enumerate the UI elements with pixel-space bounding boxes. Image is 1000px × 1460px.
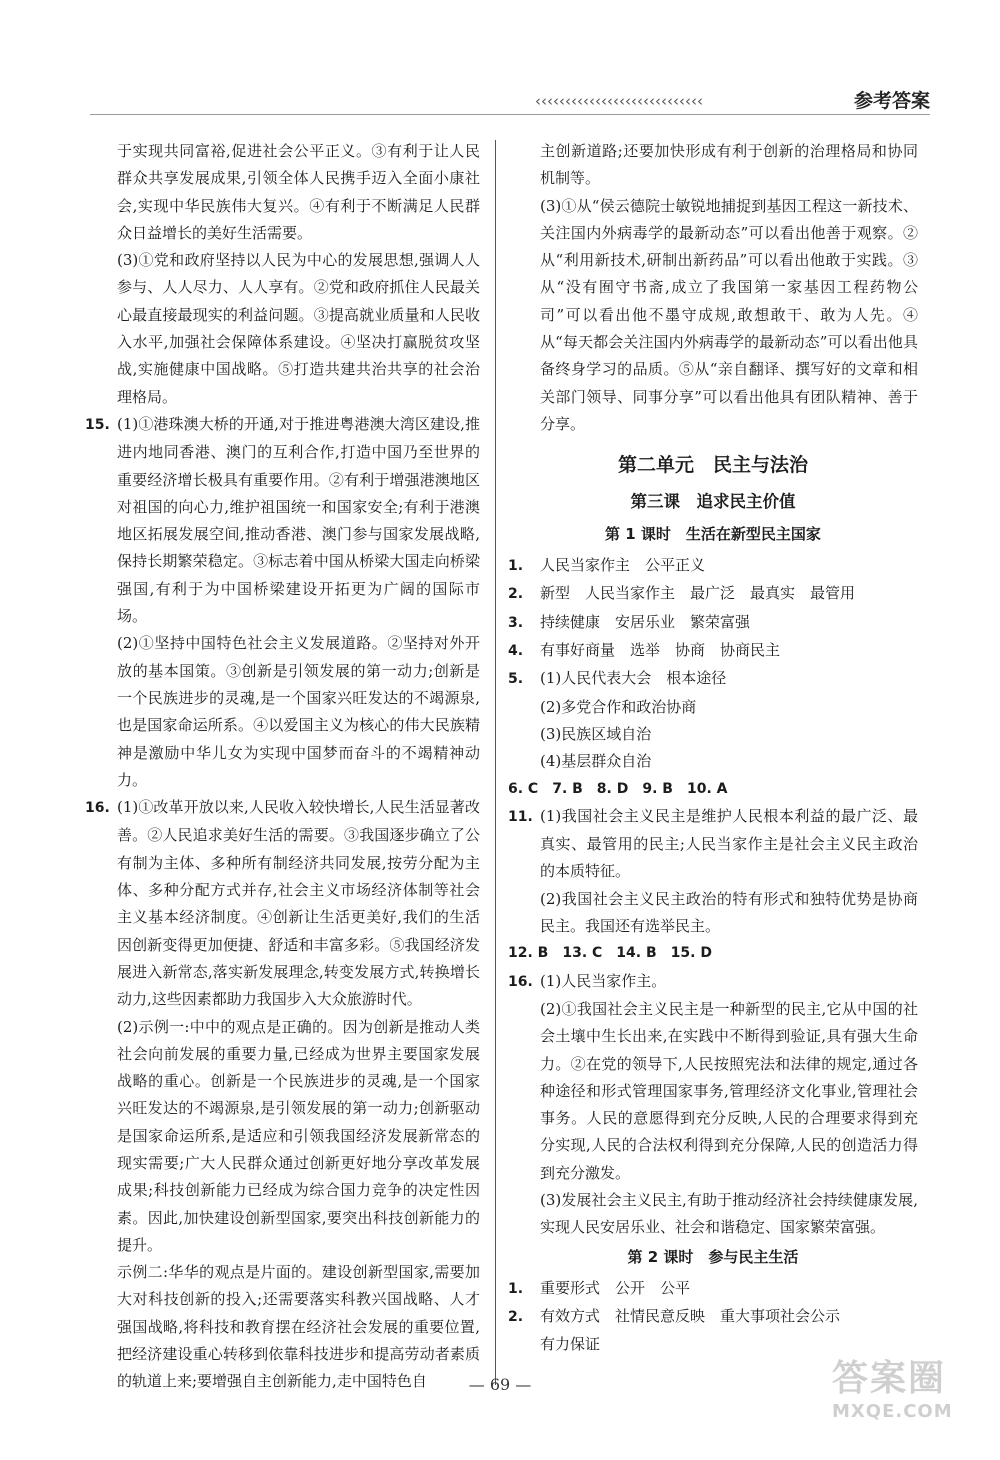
- period-heading: 第 1 课时 生活在新型民主国家: [605, 524, 821, 543]
- answer-text: (1)人民当家作主。: [540, 971, 667, 990]
- answer-text: (2)①我国社会主义民主是一种新型的民主,它从中国的社会土壤中生长出来,在实践中不断得到验证,具有强大生命力。②在党的领导下,人民按照宪法和法律的规定,通过各种途径和形式管理国家事务,管理经济文化事业,管理社会事务。人民的意愿得到充分反映,人民的合理要求得到充分实现,人民的合法权利得到充分保障,人民的创造活力得到充分激发。: [540, 999, 918, 1182]
- question-number: 15.: [85, 416, 110, 433]
- multiple-choice-answers: 12. B 13. C 14. B 15. D: [508, 945, 712, 962]
- question-number: 1.: [508, 558, 524, 575]
- page-header: [90, 88, 930, 118]
- answer-text: 人民当家作主 公平正义: [540, 556, 706, 575]
- question-15: [85, 411, 480, 630]
- answer-2: [508, 580, 918, 608]
- answer-text: (2)多党合作和政治协商: [540, 697, 697, 716]
- answer-b1: [508, 1275, 918, 1303]
- answer-text: (1)人民代表大会 根本途径: [540, 669, 727, 688]
- answer-text: 持续健康 安居乐业 繁荣富强: [540, 612, 751, 631]
- period-heading: 第 2 课时 参与民主生活: [627, 1247, 799, 1266]
- question-number: 16.: [85, 800, 110, 817]
- page-number: — 69 —: [468, 1375, 532, 1394]
- question-number: 4.: [508, 643, 524, 660]
- left-column: [85, 138, 480, 1396]
- paragraph: (3)①党和政府坚持以人民为中心的发展思想,强调人人参与、人人尽力、人人享有。②党和政府抓住人民最关心最直接最现实的利益问题。③提高就业质量和人民收入水平,加强社会保障体系建设。④坚决打赢脱贫攻坚战,实施健康中国战略。⑤打造共建共治共享的社会治理格局。: [117, 251, 480, 406]
- paragraph: 于实现共同富裕,促进社会公平正义。③有利于让人民群众共享发展成果,引领全体人民携手迈入全面小康社会,实现中华民族伟大复兴。④有利于不断满足人民群众日益增长的美好生活需要。: [117, 142, 480, 242]
- answer-text: (3)民族区域自治: [540, 724, 652, 743]
- question-number: 3.: [508, 614, 524, 631]
- answer-3: [508, 609, 918, 637]
- answer-text: (1)我国社会主义民主是维护人民根本利益的最广泛、最真实、最管用的民主;人民当家作主是社会主义民主政治的本质特征。: [540, 806, 918, 881]
- paragraph: (2)示例一:中中的观点是正确的。因为创新是推动人类社会向前发展的重要力量,已经成为世界主要国家发展战略的重心。创新是一个民族进步的灵魂,是一个国家兴旺发达的不竭源泉,是引领发展的第一动力;创新驱动是国家命运所系,是适应和引领我国经济发展新常态的现实需要;广大人民群众通过创新更好地分享改革发展成果;科技创新能力已经成为综合国力竞争的决定性因素。因此,加快建设创新型国家,要突出科技创新能力的提升。: [117, 1017, 480, 1254]
- answer-text: (1)①港珠澳大桥的开通,对于推进粤港澳大湾区建设,推进内地同香港、澳门的互利合作,打造中国乃至世界的重要经济增长极具有重要作用。②有利于增强港澳地区对祖国的向心力,维护祖国统一和国家安全;有利于港澳地区拓展发展空间,推动香港、澳门参与国家发展战略,保持长期繁荣稳定。③标志着中国从桥梁大国走向桥梁强国,有利于为中国桥梁建设开拓更为广阔的国际市场。: [117, 414, 480, 626]
- answer-text: (2)我国社会主义民主政治的特有形式和独特优势是协商民主。我国还有选举民主。: [540, 889, 918, 936]
- header-title: 参考答案: [853, 90, 930, 112]
- answer-4: [508, 637, 918, 665]
- multiple-choice-answers: 6. C 7. B 8. D 9. B 10. A: [508, 780, 728, 797]
- watermark-url: MXQE.COM: [832, 1401, 953, 1422]
- answer-b2: [508, 1303, 918, 1331]
- answer-text: 有事好商量 选举 协商 协商民主: [540, 641, 781, 660]
- paragraph: (3)①从“侯云德院士敏锐地捕捉到基因工程这一新技术、关注国内外病毒学的最新动态”可以看出他善于观察。②从“利用新技术,研制出新药品”可以看出他敢于实践。③从“没有囿守书斋,成立了我国第一家基因工程药物公司”可以看出他不墨守成规,敢想敢干、敢为人先。④从“每天都会关注国内外病毒学的最新动态”可以看出他具备终身学习的品质。⑤从“亲自翻译、撰写好的文章和相关部门领导、同事分享”可以看出他具有团队精神、善于分享。: [540, 196, 918, 433]
- question-16: [85, 794, 480, 1013]
- question-number: 5.: [508, 671, 524, 688]
- right-column: [508, 138, 918, 1359]
- answer-text: (4)基层群众自治: [540, 752, 652, 771]
- column-divider: [495, 140, 496, 1385]
- question-number: 2.: [508, 1309, 524, 1326]
- question-number: 11.: [508, 808, 533, 825]
- answer-5: [508, 665, 918, 693]
- question-number: 16.: [508, 973, 533, 990]
- watermark-logo: [832, 1350, 982, 1440]
- answer-text: 有力保证: [540, 1335, 601, 1354]
- unit-heading: 第二单元 民主与法治: [617, 454, 808, 477]
- lesson-heading: 第三课 追求民主价值: [630, 491, 796, 511]
- question-number: 2.: [508, 586, 524, 603]
- answer-11: [508, 803, 918, 886]
- watermark-text: 答案圈: [832, 1358, 947, 1399]
- answer-text: 新型 人民当家作主 最广泛 最真实 最管用: [540, 584, 856, 603]
- answer-1: [508, 552, 918, 580]
- answer-text: (3)发展社会主义民主,有助于推动经济社会持续健康发展,实现人民安居乐业、社会和谐稳定、国家繁荣富强。: [540, 1190, 918, 1237]
- header-rule: [90, 114, 930, 115]
- header-arrows: ‹‹‹‹‹‹‹‹‹‹‹‹‹‹‹‹‹‹‹‹‹‹‹‹‹‹‹‹: [535, 92, 703, 110]
- paragraph: 主创新道路;还要加快形成有利于创新的治理格局和协同机制等。: [540, 142, 918, 188]
- paragraph: (2)①坚持中国特色社会主义发展道路。②坚持对外开放的基本国策。③创新是引领发展的第一动力;创新是一个民族进步的灵魂,是一个国家兴旺发达的不竭源泉,也是国家命运所系。④以爱国主义为核心的伟大民族精神是激励中华儿女为实现中国梦而奋斗的不竭精神动力。: [117, 634, 480, 789]
- answer-text: (1)①改革开放以来,人民收入较快增长,人民生活显著改善。②人民追求美好生活的需要。③我国逐步确立了公有制为主体、多种所有制经济共同发展,按劳分配为主体、多种分配方式并存,社会主义市场经济体制等社会主义基本经济制度。④创新让生活更美好,我们的生活因创新变得更加便捷、舒适和丰富多彩。⑤我国经济发展进入新常态,落实新发展理念,转变发展方式,转换增长动力,这些因素都助力我国步入大众旅游时代。: [117, 798, 480, 1009]
- answer-16: [508, 968, 918, 996]
- paragraph: 示例二:华华的观点是片面的。建设创新型国家,需要加大对科技创新的投入;还需要落实科教兴国战略、人才强国战略,将科技和教育摆在经济社会发展的重要位置,把经济建设重心转移到依靠科技进步和提高劳动者素质的轨道上来;要增强自主创新能力,走中国特色自: [117, 1263, 480, 1391]
- question-number: 1.: [508, 1280, 524, 1297]
- answer-text: 有效方式 社情民意反映 重大事项社会公示: [540, 1307, 841, 1326]
- answer-text: 重要形式 公开 公平: [540, 1278, 691, 1297]
